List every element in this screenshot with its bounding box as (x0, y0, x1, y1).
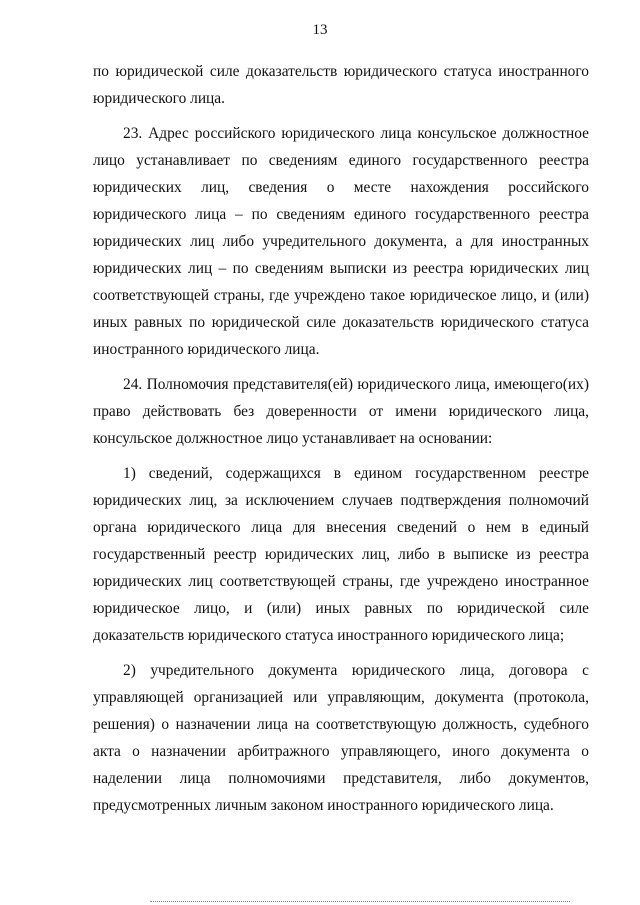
paragraph-item-23: 23. Адрес российского юридического лица консульское должностное лицо устанавливает по сведениям единого государственного реестра юридических лиц, сведения о месте нахождения российского юридического лица – по сведениям единого государственного реестра юридических лиц либо учредительного документа, а для иностранных юридических лиц – по сведениям выписки из реестра юридических лиц соответствующей страны, где учреждено такое юридическое лицо, и (или) иных равных по юридической силе доказательств юридического статуса иностранного юридического лица. (93, 125, 589, 358)
paragraph-item-24: 24. Полномочия представителя(ей) юридического лица, имеющего(их) право действовать без доверенности от имени юридического лица, консульское должностное лицо устанавливает на основании: (93, 376, 589, 447)
document-body (93, 58, 589, 819)
paragraph-subitem-2: 2) учредительного документа юридического лица, договора с управляющей организацией или управляющим, документа (протокола, решения) о назначении лица на соответствующую должность, судебного акта о назначении арбитражного управляющего, иного документа о наделении лица полномочиями представителя, либо документов, предусмотренных личным законом иностранного юридического лица. (93, 662, 589, 814)
paragraph-subitem-1: 1) сведений, содержащихся в едином государственном реестре юридических лиц, за исключением случаев подтверждения полномочий органа юридического лица для внесения сведений о нем в единый государственный реестр юридических лиц, либо в выписке из реестра юридических лиц соответствующей страны, где учреждено иностранное юридическое лицо, и (или) иных равных по юридической силе доказательств юридического статуса иностранного юридического лица; (93, 465, 589, 644)
paragraph-continuation: по юридической силе доказательств юридического статуса иностранного юридического лица. (93, 63, 589, 107)
scan-edge-mark (150, 901, 570, 903)
page-number: 13 (312, 22, 328, 38)
